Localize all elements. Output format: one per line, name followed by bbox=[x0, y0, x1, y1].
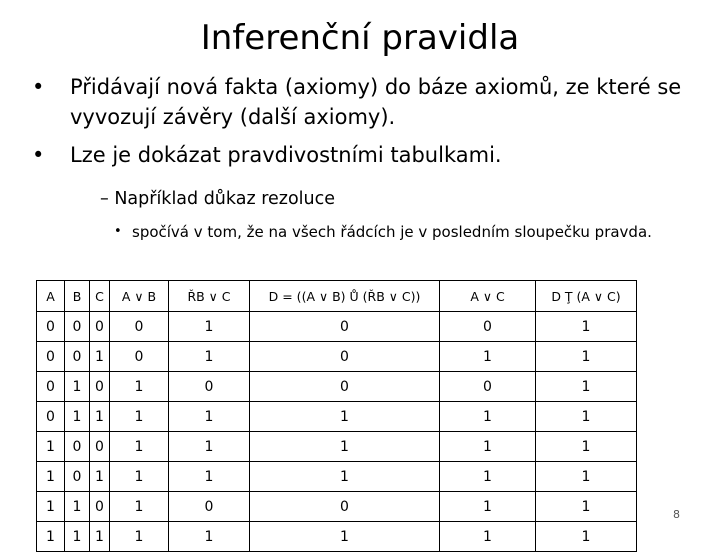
table-row bbox=[37, 522, 637, 552]
table-cell: 0 bbox=[37, 402, 65, 432]
table-cell: 0 bbox=[440, 312, 536, 342]
table-cell: 1 bbox=[536, 492, 637, 522]
header-c: C bbox=[90, 281, 110, 312]
table-cell: 1 bbox=[169, 432, 250, 462]
table-cell: 0 bbox=[110, 342, 169, 372]
table-cell: 1 bbox=[536, 432, 637, 462]
sub-bullet-text: Například důkaz rezoluce bbox=[114, 189, 336, 209]
bullet-text: Přidávají nová fakta (axiomy) do báze axiomů, ze které se vyvozují závěry (další axiomy). bbox=[70, 75, 682, 129]
table-cell: 1 bbox=[110, 462, 169, 492]
table-row bbox=[37, 372, 637, 402]
bullet-item-facts bbox=[32, 72, 682, 132]
table-cell: 0 bbox=[37, 342, 65, 372]
truth-table bbox=[36, 280, 637, 552]
table-cell: 0 bbox=[169, 372, 250, 402]
table-cell: 1 bbox=[90, 402, 110, 432]
table-cell: 1 bbox=[65, 522, 90, 552]
table-cell: 1 bbox=[169, 312, 250, 342]
table-cell: 0 bbox=[169, 492, 250, 522]
table-cell: 1 bbox=[536, 522, 637, 552]
table-row bbox=[37, 462, 637, 492]
header-d-implies: D Ţ (A ∨ C) bbox=[536, 281, 637, 312]
table-cell: 0 bbox=[65, 462, 90, 492]
table-cell: 1 bbox=[110, 372, 169, 402]
slide-title: Inferenční pravidla bbox=[200, 18, 520, 58]
table-cell: 0 bbox=[37, 312, 65, 342]
header-d: D = ((A ∨ B) Ů (ŘB ∨ C)) bbox=[250, 281, 440, 312]
table-cell: 1 bbox=[37, 522, 65, 552]
table-cell: 1 bbox=[90, 462, 110, 492]
table-cell: 1 bbox=[90, 522, 110, 552]
table-cell: 1 bbox=[440, 492, 536, 522]
table-row bbox=[37, 402, 637, 432]
table-cell: 1 bbox=[250, 402, 440, 432]
table-row bbox=[37, 342, 637, 372]
table-cell: 1 bbox=[110, 492, 169, 522]
table-cell: 1 bbox=[37, 432, 65, 462]
sub-bullet-item bbox=[100, 186, 335, 212]
table-cell: 1 bbox=[440, 402, 536, 432]
table-cell: 1 bbox=[65, 372, 90, 402]
table-cell: 1 bbox=[536, 342, 637, 372]
table-cell: 1 bbox=[440, 432, 536, 462]
table-row bbox=[37, 492, 637, 522]
table-cell: 1 bbox=[440, 342, 536, 372]
table-cell: 0 bbox=[440, 372, 536, 402]
table-cell: 0 bbox=[250, 372, 440, 402]
header-a-or-c: A ∨ C bbox=[440, 281, 536, 312]
table-cell: 0 bbox=[250, 312, 440, 342]
table-cell: 1 bbox=[37, 462, 65, 492]
table-cell: 1 bbox=[536, 402, 637, 432]
table-cell: 0 bbox=[90, 432, 110, 462]
table-cell: 0 bbox=[90, 492, 110, 522]
table-cell: 1 bbox=[37, 492, 65, 522]
table-cell: 1 bbox=[169, 522, 250, 552]
bullet-text: Lze je dokázat pravdivostními tabulkami. bbox=[70, 143, 502, 167]
table-cell: 1 bbox=[536, 312, 637, 342]
table-cell: 0 bbox=[65, 342, 90, 372]
table-cell: 1 bbox=[110, 402, 169, 432]
table-cell: 0 bbox=[90, 372, 110, 402]
header-b: B bbox=[65, 281, 90, 312]
table-cell: 0 bbox=[37, 372, 65, 402]
table-cell: 1 bbox=[250, 432, 440, 462]
header-a: A bbox=[37, 281, 65, 312]
table-cell: 0 bbox=[90, 312, 110, 342]
table-cell: 1 bbox=[440, 522, 536, 552]
table-row bbox=[37, 312, 637, 342]
table-cell: 0 bbox=[250, 492, 440, 522]
table-header-row bbox=[37, 281, 637, 312]
table-cell: 1 bbox=[250, 462, 440, 492]
table-cell: 1 bbox=[250, 522, 440, 552]
sub-sub-bullet-text: spočívá v tom, že na všech řádcích je v posledním sloupečku pravda. bbox=[132, 223, 652, 241]
bullet-marker: • bbox=[32, 143, 45, 167]
header-a-or-b: A ∨ B bbox=[110, 281, 169, 312]
table-cell: 1 bbox=[110, 522, 169, 552]
page-number: 8 bbox=[673, 508, 680, 521]
table-cell: 1 bbox=[169, 342, 250, 372]
table-cell: 0 bbox=[65, 432, 90, 462]
sub-sub-bullet-marker: • bbox=[114, 224, 122, 239]
table-cell: 1 bbox=[536, 462, 637, 492]
table-cell: 1 bbox=[169, 462, 250, 492]
table-cell: 0 bbox=[65, 312, 90, 342]
table-cell: 1 bbox=[536, 372, 637, 402]
table-cell: 1 bbox=[169, 402, 250, 432]
table-cell: 1 bbox=[440, 462, 536, 492]
bullet-item-truth-tables bbox=[32, 140, 682, 170]
table-cell: 1 bbox=[65, 402, 90, 432]
table-cell: 0 bbox=[250, 342, 440, 372]
table-cell: 1 bbox=[65, 492, 90, 522]
table-cell: 1 bbox=[110, 432, 169, 462]
header-not-b-or-c: ŘB ∨ C bbox=[169, 281, 250, 312]
table-cell: 0 bbox=[110, 312, 169, 342]
sub-bullet-marker: – bbox=[100, 189, 109, 209]
table-cell: 1 bbox=[90, 342, 110, 372]
bullet-marker: • bbox=[32, 75, 45, 99]
sub-sub-bullet-item bbox=[114, 222, 674, 242]
table-row bbox=[37, 432, 637, 462]
